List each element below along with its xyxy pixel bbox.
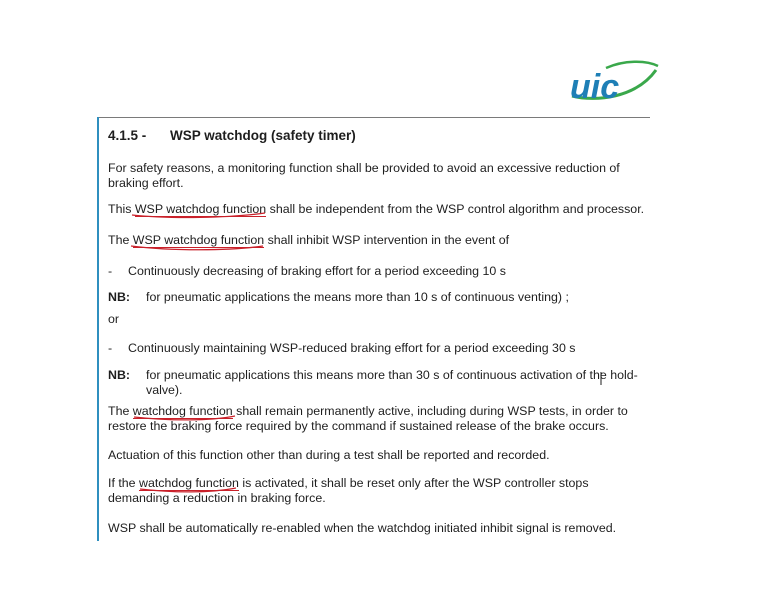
paragraph-permanently-active xyxy=(108,404,653,434)
margin-bar xyxy=(97,117,99,541)
text-segment: If the xyxy=(108,476,139,490)
bullet-dash: - xyxy=(108,341,113,355)
header-rule xyxy=(98,117,650,118)
underlined-term: WSP watchdog function xyxy=(134,202,267,216)
paragraph-reset xyxy=(108,476,653,506)
bullet-text: Continuously maintaining WSP-reduced braking effort for a period exceeding 30 s xyxy=(128,341,576,355)
uic-logo-graphic xyxy=(566,58,662,110)
or-text: or xyxy=(108,312,120,326)
paragraph-actuation xyxy=(108,448,550,462)
section-heading xyxy=(108,128,356,143)
text-segment: The xyxy=(108,404,133,418)
logo-text: uic xyxy=(570,68,620,106)
section-title: WSP watchdog (safety timer) xyxy=(170,128,356,143)
bullet-dash: - xyxy=(108,264,113,278)
paragraph-safety-reasons xyxy=(108,161,653,191)
paragraph-independent xyxy=(108,202,644,216)
text-segment: This xyxy=(108,202,135,216)
paragraph-text: For safety reasons, a monitoring function shall be provided to avoid an excessive reduction of braking effort. xyxy=(108,161,620,190)
note-2 xyxy=(108,368,653,397)
paragraph-re-enabled xyxy=(108,521,616,535)
paragraph-inhibit xyxy=(108,233,509,247)
note-label: NB: xyxy=(108,368,131,382)
note-1 xyxy=(108,290,569,304)
text-segment: shall be independent from the WSP control algorithm and processor. xyxy=(266,202,645,216)
bullet-item-1 xyxy=(108,264,506,278)
text-segment: is activated, it shall be reset only after the WSP controller stops demanding a reduction in braking force. xyxy=(108,476,589,505)
underlined-term: watchdog function xyxy=(132,404,233,418)
bullet-text: Continuously decreasing of braking effort for a period exceeding 10 s xyxy=(128,264,506,278)
paragraph-text: WSP shall be automatically re-enabled when the watchdog initiated inhibit signal is removed. xyxy=(108,521,617,535)
bullet-item-2 xyxy=(108,341,575,355)
note-text: for pneumatic applications the means more than 10 s of continuous venting) ; xyxy=(146,290,569,304)
text-segment: shall remain permanently active, including during WSP tests, in order to restore the braking force required by the command if sustained release of the brake occurs. xyxy=(108,404,628,433)
note-label: NB: xyxy=(108,290,131,304)
uic-logo xyxy=(566,58,662,110)
section-number: 4.1.5 - xyxy=(108,128,147,143)
paragraph-text: Actuation of this function other than during a test shall be reported and recorded. xyxy=(108,448,550,462)
note-text: for pneumatic applications this means more than 30 s of continuous activation of the hold-valve). xyxy=(146,368,638,397)
underlined-term: WSP watchdog function xyxy=(132,233,265,247)
text-segment: shall inhibit WSP intervention in the event of xyxy=(264,233,510,247)
text-segment: The xyxy=(108,233,133,247)
underlined-term: watchdog function xyxy=(139,476,239,490)
or-connector xyxy=(108,312,119,326)
